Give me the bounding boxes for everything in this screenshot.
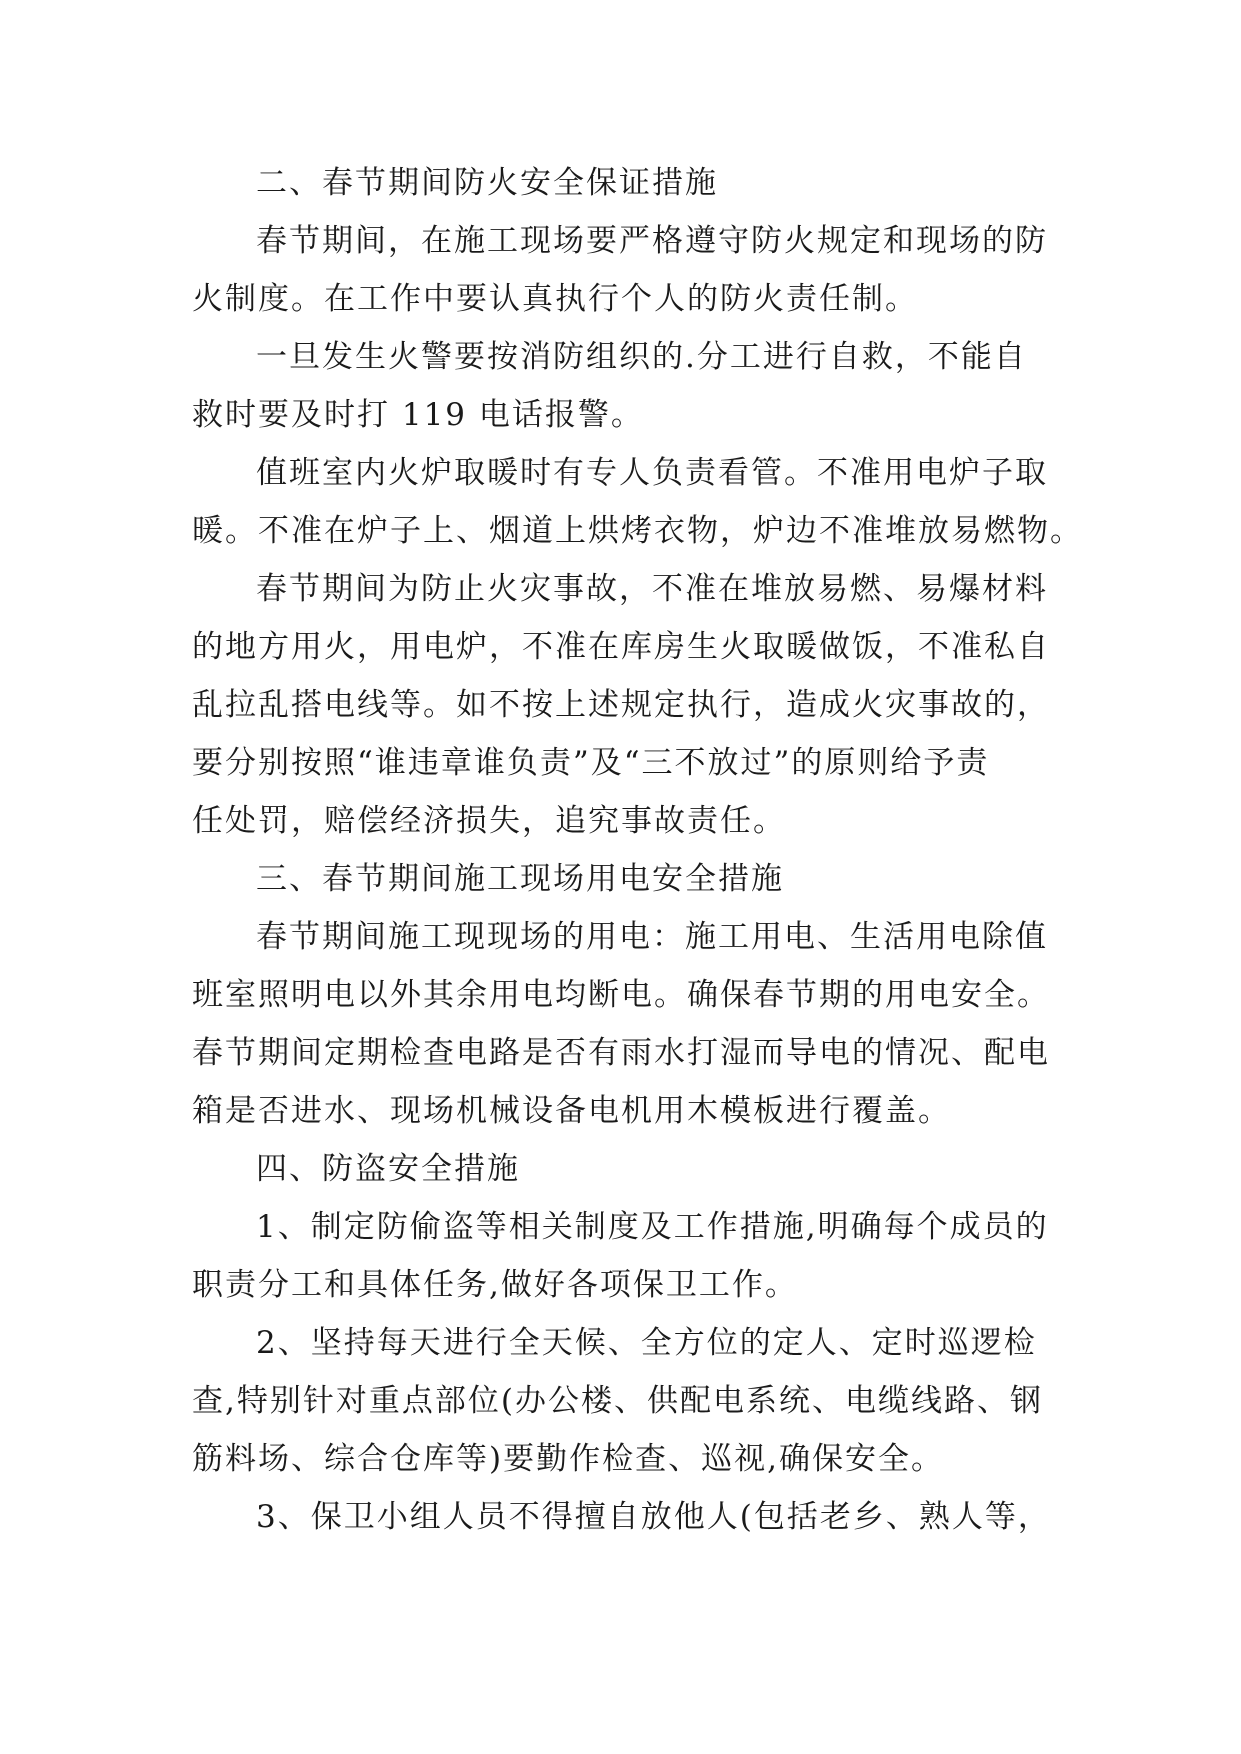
- text-line: 班室照明电以外其余用电均断电。确保春节期的用电安全。: [192, 977, 1050, 1013]
- text-line: 救时要及时打 119 电话报警。: [192, 397, 644, 433]
- text-line: 暖。不准在炉子上、烟道上烘烤衣物，炉边不准堆放易燃物。: [192, 513, 1083, 549]
- text-line: 任处罚，赔偿经济损失，追究事故责任。: [192, 803, 786, 839]
- paragraph: [192, 1488, 1052, 1546]
- text-line: 查,特别针对重点部位(办公楼、供配电系统、电缆线路、钢: [192, 1383, 1043, 1419]
- paragraph: [192, 1198, 1052, 1314]
- section-heading-anti-theft: [192, 1140, 1052, 1198]
- text-line: 值班室内火炉取暖时有专人负责看管。不准用电炉子取: [256, 455, 1048, 491]
- text-line: 的地方用火，用电炉，不准在库房生火取暖做饭，不准私自: [192, 629, 1050, 665]
- text-line: 火制度。在工作中要认真执行个人的防火责任制。: [192, 281, 918, 317]
- paragraph: [192, 444, 1083, 560]
- text-line: 职责分工和具体任务,做好各项保卫工作。: [192, 1267, 798, 1303]
- text-line: 一旦发生火警要按消防组织的.分工进行自救，不能自: [256, 339, 1027, 375]
- text-line: 箱是否进水、现场机械设备电机用木模板进行覆盖。: [192, 1093, 951, 1129]
- paragraph: [192, 328, 1052, 444]
- text-line: 三、春节期间施工现场用电安全措施: [256, 861, 784, 897]
- section-heading-electricity-safety: [192, 850, 1052, 908]
- text-line: 春节期间施工现现场的用电：施工用电、生活用电除值: [256, 919, 1048, 955]
- text-line: 3、保卫小组人员不得擅自放他人(包括老乡、熟人等，: [256, 1499, 1051, 1535]
- text-line: 1、制定防偷盗等相关制度及工作措施,明确每个成员的: [256, 1209, 1049, 1245]
- text-line: 2、坚持每天进行全天候、全方位的定人、定时巡逻检: [256, 1325, 1037, 1361]
- paragraph: [192, 908, 1052, 1140]
- paragraph: [192, 1314, 1052, 1488]
- document-body: [192, 154, 1083, 1546]
- text-line: 春节期间为防止火灾事故，不准在堆放易燃、易爆材料: [256, 571, 1048, 607]
- text-line: 二、春节期间防火安全保证措施: [256, 165, 718, 201]
- text-line: 要分别按照“谁违章谁负责”及“三不放过”的原则给予责: [192, 745, 990, 781]
- paragraph: [192, 212, 1052, 328]
- text-line: 春节期间定期检查电路是否有雨水打湿而导电的情况、配电: [192, 1035, 1050, 1071]
- text-line: 筋料场、综合仓库等)要勤作检查、巡视,确保安全。: [192, 1441, 944, 1477]
- section-heading-fire-safety: [192, 154, 1052, 212]
- text-line: 四、防盗安全措施: [256, 1151, 520, 1187]
- text-line: 乱拉乱搭电线等。如不按上述规定执行，造成火灾事故的，: [192, 687, 1050, 723]
- text-line: 春节期间，在施工现场要严格遵守防火规定和现场的防: [256, 223, 1048, 259]
- paragraph: [192, 560, 1052, 850]
